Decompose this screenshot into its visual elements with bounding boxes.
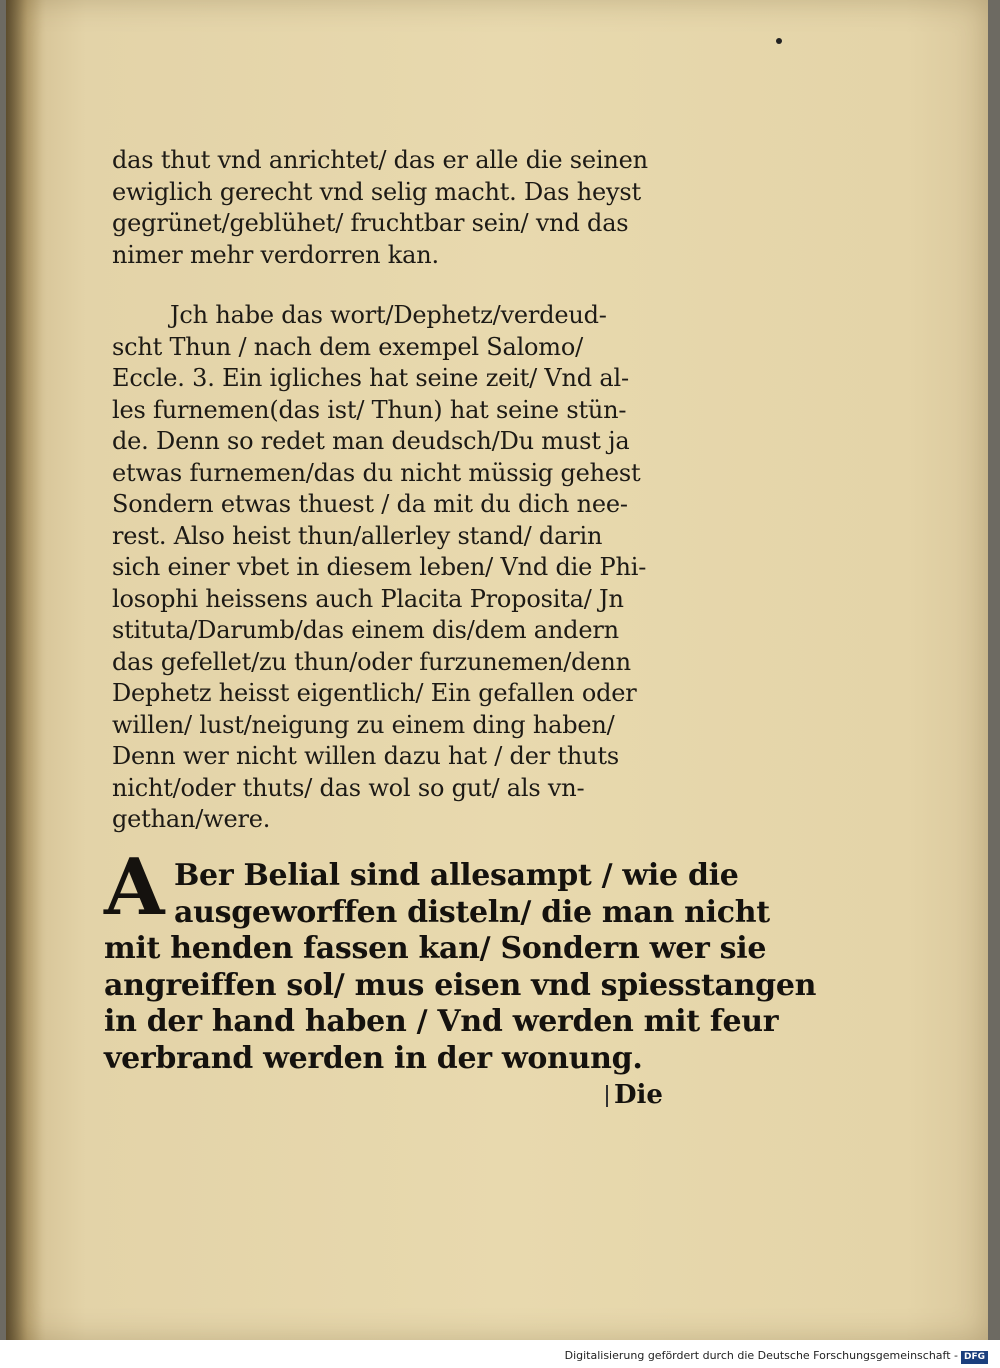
text-line: mit henden fassen kan/ Sondern wer sie bbox=[104, 931, 767, 966]
text-line: les furnemen(das ist/ Thun) hat seine stün- bbox=[112, 395, 627, 424]
text-line: Ber Belial sind allesampt / wie die bbox=[174, 858, 739, 893]
text-line: in der hand haben / Vnd werden mit feur bbox=[104, 1004, 779, 1039]
text-line: ewiglich gerecht vnd selig macht. Das heyst bbox=[112, 177, 641, 206]
text-line: angreiffen sol/ mus eisen vnd spiesstangen bbox=[104, 967, 817, 1003]
text-line: rest. Also heist thun/allerley stand/ darin bbox=[112, 521, 603, 550]
catchword-marker bbox=[606, 1085, 608, 1107]
catchword bbox=[606, 1080, 663, 1110]
text-line: ausgeworffen disteln/ die man nicht bbox=[174, 894, 770, 930]
text-line: losophi heissens auch Placita Proposita/ Jn bbox=[112, 584, 624, 613]
text-line: Sondern etwas thuest / da mit du dich nee- bbox=[112, 490, 628, 518]
text-line: gethan/were. bbox=[112, 805, 271, 833]
text-line: verbrand werden in der wonung. bbox=[104, 1040, 643, 1076]
text-line: scht Thun / nach dem exempel Salomo/ bbox=[112, 332, 583, 361]
text-line: sich einer vbet in diesem leben/ Vnd die Phi- bbox=[112, 553, 647, 581]
text-line: stituta/Darumb/das einem dis/dem andern bbox=[112, 616, 619, 644]
text-line: etwas furnemen/das du nicht müssig gehest bbox=[112, 458, 641, 487]
text-line: Jch habe das wort/Dephetz/verdeud- bbox=[170, 301, 607, 329]
text-line: de. Denn so redet man deudsch/Du must ja bbox=[112, 427, 630, 455]
paragraph-1 bbox=[112, 145, 692, 271]
text-line: willen/ lust/neigung zu einem ding haben/ bbox=[112, 710, 615, 739]
text-line: gegrünet/geblühet/ fruchtbar sein/ vnd das bbox=[112, 209, 629, 237]
text-line: Eccle. 3. Ein igliches hat seine zeit/ Vnd al- bbox=[112, 364, 629, 392]
footer-text: Digitalisierung gefördert durch die Deutsche Forschungsgemeinschaft - bbox=[564, 1349, 958, 1362]
text-line: nimer mehr verdorren kan. bbox=[112, 240, 439, 269]
text-line: das thut vnd anrichtet/ das er alle die seinen bbox=[112, 146, 648, 174]
paragraph-2 bbox=[112, 300, 692, 836]
dfg-logo: DFG bbox=[961, 1351, 988, 1364]
decorated-initial-letter: A bbox=[104, 842, 165, 933]
funding-footer bbox=[565, 1349, 988, 1364]
text-line: nicht/oder thuts/ das wol so gut/ als vn- bbox=[112, 773, 585, 802]
text-line: Denn wer nicht willen dazu hat / der thuts bbox=[112, 742, 619, 770]
text-line: Dephetz heisst eigentlich/ Ein gefallen oder bbox=[112, 679, 637, 707]
ink-dot-mark bbox=[776, 38, 782, 44]
text-line: das gefellet/zu thun/oder furzunemen/denn bbox=[112, 647, 631, 676]
catchword-text: Die bbox=[614, 1080, 663, 1110]
page-gutter-shadow bbox=[6, 0, 42, 1340]
paragraph-3 bbox=[104, 858, 817, 1077]
